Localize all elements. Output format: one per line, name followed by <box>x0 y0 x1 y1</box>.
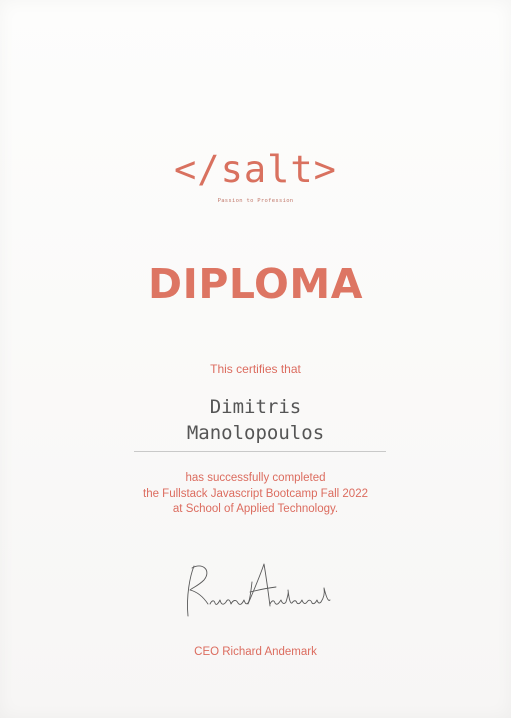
logo-tagline: Passion to Profession <box>217 198 294 204</box>
completion-text <box>0 471 511 518</box>
name-underline <box>134 451 386 452</box>
recipient-name <box>0 394 511 446</box>
signature-image <box>178 560 338 622</box>
salt-logo: </salt> <box>174 148 337 191</box>
diploma-title: DIPLOMA <box>148 260 363 308</box>
recipient-last-name: Manolopoulos <box>186 422 325 444</box>
completion-line-3: at School of Applied Technology. <box>172 503 339 515</box>
completion-line-1: has successfully completed <box>185 472 326 484</box>
recipient-first-name: Dimitris <box>209 396 302 418</box>
ceo-caption: CEO Richard Andemark <box>194 646 317 658</box>
completion-line-2: the Fullstack Javascript Bootcamp Fall 2022 <box>143 487 368 500</box>
certifies-text: This certifies that <box>210 362 301 376</box>
